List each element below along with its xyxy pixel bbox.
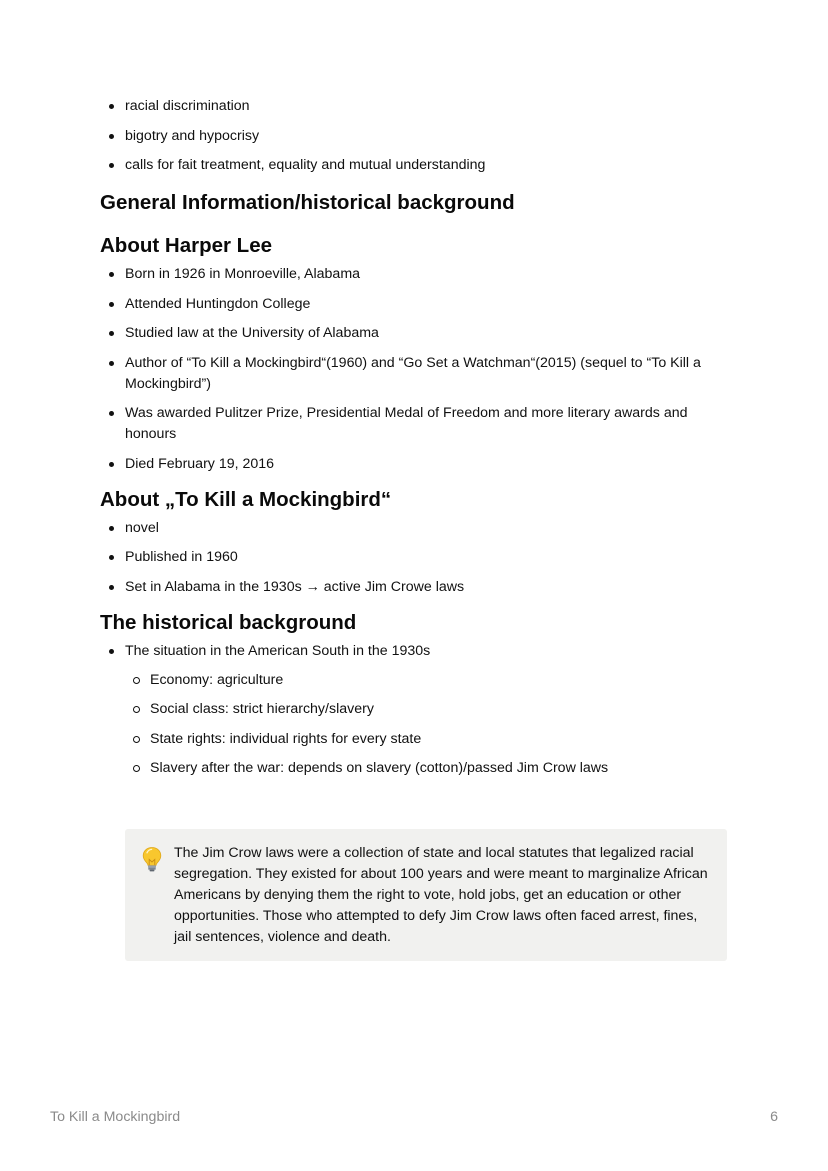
callout-text: The Jim Crow laws were a collection of state and local statutes that legalized racial segregation. They existed for about 100 years and were meant to marginalize African Americans by denying them the right to vote, hold jobs, get an education or other opportunities. Those who attempted to defy Jim Crow laws often faced arrest, fines, jail sentences, violence and death. (174, 845, 708, 945)
book-list (100, 518, 740, 598)
list-item: Born in 1926 in Monroeville, Alabama (100, 264, 740, 285)
sub-list-item: Slavery after the war: depends on slavery (cotton)/passed Jim Crow laws (125, 758, 740, 779)
intro-list (100, 96, 740, 176)
list-item: Set in Alabama in the 1930s → active Jim Crowe laws (100, 577, 740, 598)
list-item: Attended Huntingdon College (100, 294, 740, 315)
list-item: novel (100, 518, 740, 539)
document-body (100, 96, 740, 788)
list-item: Published in 1960 (100, 547, 740, 568)
footer-title: To Kill a Mockingbird (50, 1109, 181, 1125)
heading-about-harper-lee: About Harper Lee (100, 234, 272, 257)
heading-about-book: About „To Kill a Mockingbird“ (100, 487, 392, 511)
history-list (100, 641, 740, 780)
list-item: Was awarded Pulitzer Prize, Presidential Medal of Freedom and more literary awards and honours (100, 403, 740, 445)
sub-list-item: State rights: individual rights for every state (125, 729, 740, 750)
list-item (100, 641, 740, 780)
page-number: 6 (770, 1109, 778, 1125)
list-item: Died February 19, 2016 (100, 454, 740, 475)
list-item: racial discrimination (100, 96, 740, 117)
history-main-item: The situation in the American South in the 1930s (125, 642, 431, 659)
heading-historical-background: The historical background (100, 610, 357, 634)
history-sub-list (125, 670, 740, 780)
sub-list-item: Economy: agriculture (125, 670, 740, 691)
list-item: Author of “To Kill a Mockingbird“(1960) and “Go Set a Watchman“(2015) (sequel to “To Kill a Mockingbird”) (100, 353, 740, 395)
heading-general-information: General Information/historical background (100, 191, 515, 214)
list-item: bigotry and hypocrisy (100, 126, 740, 147)
lightbulb-icon (141, 846, 163, 872)
list-item: Studied law at the University of Alabama (100, 323, 740, 344)
callout-box (125, 829, 727, 961)
sub-list-item: Social class: strict hierarchy/slavery (125, 699, 740, 720)
harper-lee-list (100, 264, 740, 475)
list-item: calls for fait treatment, equality and mutual understanding (100, 155, 740, 176)
